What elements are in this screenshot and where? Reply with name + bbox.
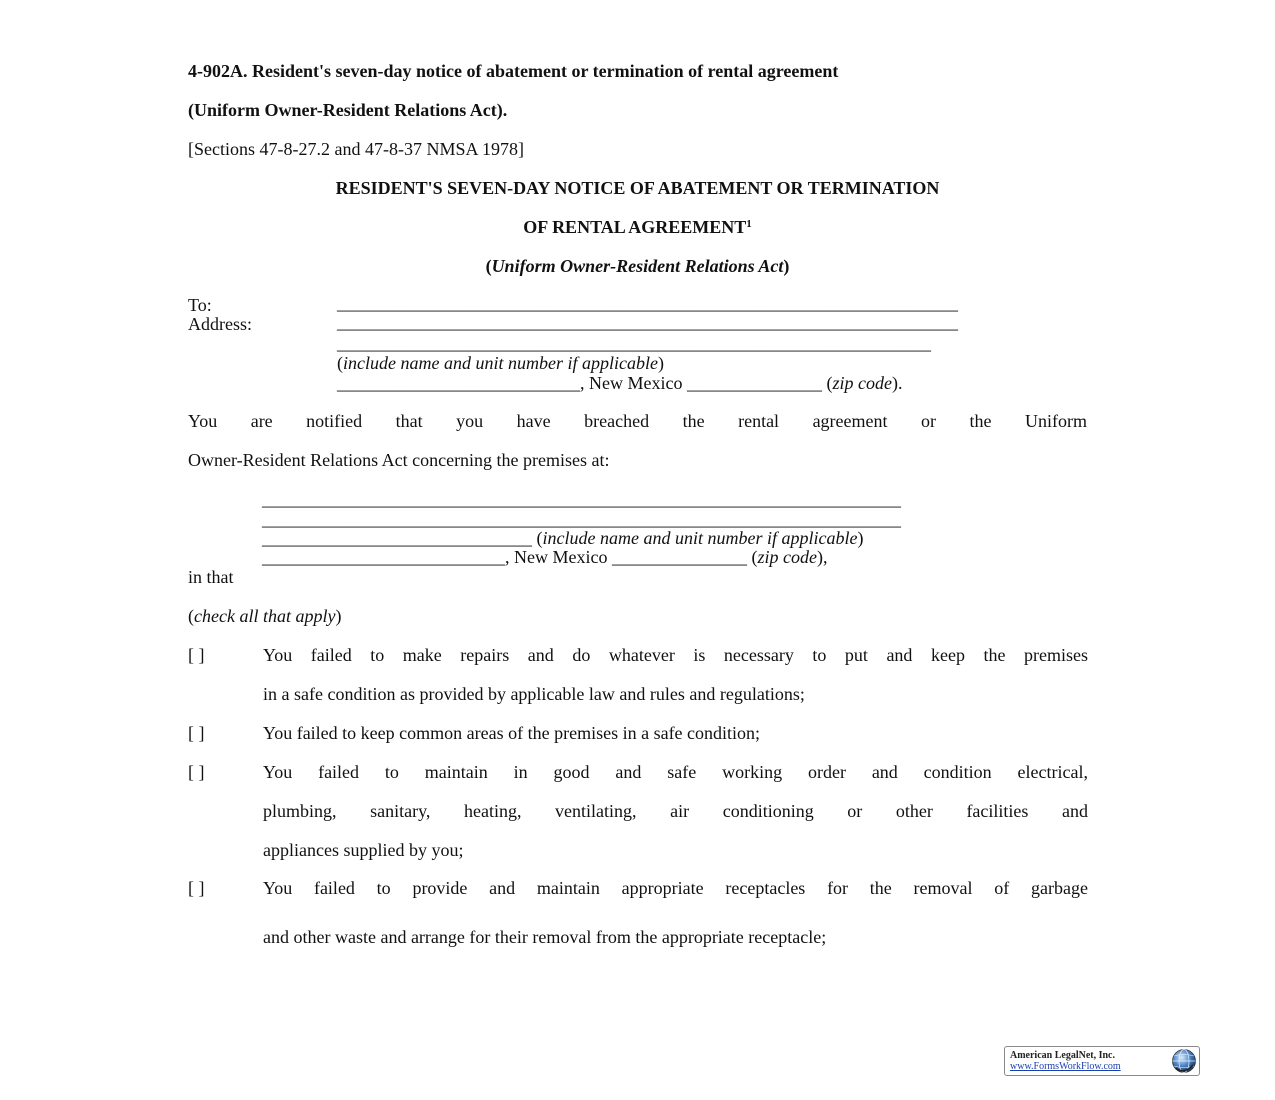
form-subtitle-act: (Uniform Owner-Resident Relations Act) (485, 256, 790, 276)
zip-blank: _______________ (686, 373, 822, 393)
checkbox-item-1[interactable]: [ ] (188, 645, 205, 665)
item-1-line1: You failed to make repairs and do whatever is necessary to put and keep the premises (263, 645, 1088, 665)
logo-company-name: American LegalNet, Inc. (1010, 1050, 1115, 1061)
item-2-line1: You failed to keep common areas of the premises in a safe condition; (263, 723, 761, 743)
item-3-line3: appliances supplied by you; (263, 840, 464, 860)
statute-sections: [Sections 47-8-27.2 and 47-8-37 NMSA 1978] (188, 139, 524, 159)
globe-icon (1171, 1048, 1197, 1074)
premises-blank-3[interactable]: ______________________________ (include name and unit number if applicable) (262, 528, 864, 548)
premises-blank-2[interactable]: _______________________________________________________________________ (262, 509, 901, 529)
logo-url-link[interactable]: www.FormsWorkFlow.com (1010, 1061, 1121, 1072)
american-legalnet-logo[interactable] (1004, 1046, 1200, 1076)
checkbox-item-3[interactable]: [ ] (188, 762, 205, 782)
checkbox-item-2[interactable]: [ ] (188, 723, 205, 743)
rule-heading-act: (Uniform Owner-Resident Relations Act). (188, 100, 508, 120)
premises-blank-1[interactable]: _______________________________________________________________________ (262, 489, 901, 509)
item-4-line1: You failed to provide and maintain appropriate receptacles for the removal of garbage (263, 878, 1088, 898)
city-blank: ___________________________ (337, 373, 580, 393)
address-city-line[interactable]: ___________________________, New Mexico _______________ (zip code). (337, 373, 903, 393)
rule-heading: 4-902A. Resident's seven-day notice of abatement or termination of rental agreement (188, 61, 839, 81)
check-instruction: (check all that apply) (188, 606, 342, 626)
notice-text-line2: Owner-Resident Relations Act concerning the premises at: (188, 450, 610, 470)
item-3-line2: plumbing, sanitary, heating, ventilating, air conditioning or other facilities and (263, 801, 1088, 821)
footnote-marker: 1 (746, 218, 752, 230)
premises-city-line[interactable]: ___________________________, New Mexico _______________ (zip code), (262, 547, 828, 567)
notice-text-line1: You are notified that you have breached the rental agreement or the Uniform (188, 411, 1087, 431)
to-blank[interactable]: _____________________________________________________________________ (337, 293, 958, 313)
address-include-note: (include name and unit number if applicable) (337, 353, 664, 373)
address-blank-1[interactable]: _____________________________________________________________________ (337, 312, 958, 332)
form-title-line2: OF RENTAL AGREEMENT$^1$ (523, 217, 752, 237)
item-3-line1: You failed to maintain in good and safe working order and condition electrical, (263, 762, 1088, 782)
item-1-line2: in a safe condition as provided by applicable law and rules and regulations; (263, 684, 805, 704)
item-4-line2: and other waste and arrange for their removal from the appropriate receptacle; (263, 927, 827, 947)
in-that-text: in that (188, 567, 234, 587)
to-label: To: (188, 295, 212, 315)
address-blank-2[interactable]: __________________________________________________________________ (337, 333, 931, 353)
address-label: Address: (188, 314, 252, 334)
form-title-line1: RESIDENT'S SEVEN-DAY NOTICE OF ABATEMENT OR TERMINATION (335, 178, 940, 198)
checkbox-item-4[interactable]: [ ] (188, 878, 205, 898)
